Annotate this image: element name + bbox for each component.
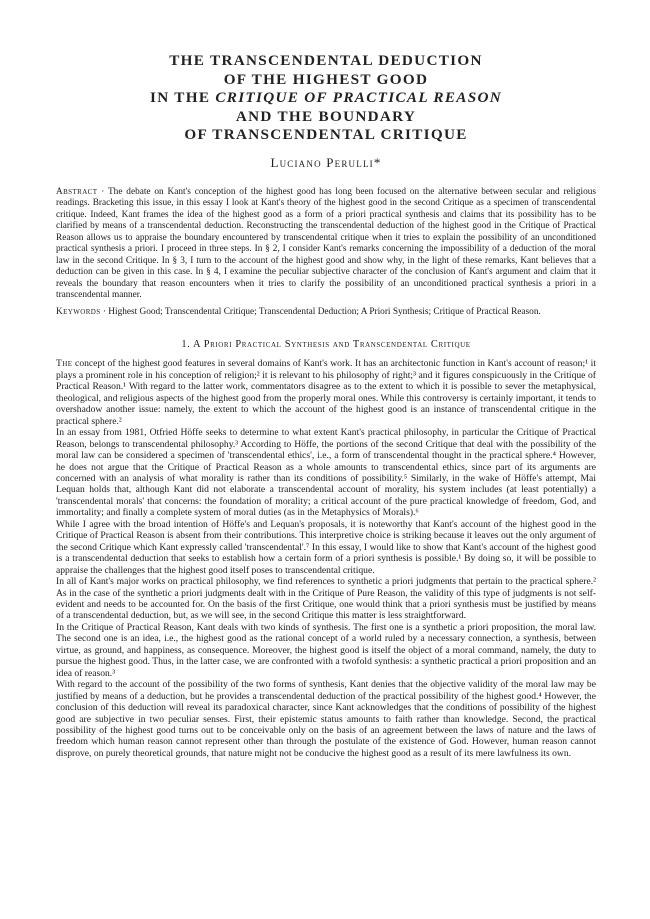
- body-paragraph-4: In all of Kant's major works on practical philosophy, we find references to synthetic a priori judgments that pertain to the practical sphere.² As in the case of the synthetic a priori judgments dealt with in the Critique of Pure Reason, the validity of this type of judgments is not self-evident and needs to be accounted for. On the basis of the first Critique, one would think that a priori synthesis must be justified by means of a transcendental deduction, but, as we will see, in the second Critique this matter is less straightforward.: [56, 576, 596, 622]
- abstract-text: · The debate on Kant's conception of the highest good has long been focused on the alternative between secular and religious readings. Bracketing this issue, in this essay I look at Kant's theory of the highest good in the second Critique as a specimen of transcendental critique. Indeed, Kant frames the idea of the highest good as a form of a priori practical synthesis and claims that its possibility has to be clarified by means of a transcendental deduction. Reconstructing the transcendental deduction of the highest good in the Critique of Practical Reason allows us to appraise the boundary encountered by transcendental critique when it tries to explain the possibility of an unconditioned practical synthesis a priori. I proceed in three steps. In § 2, I consider Kant's remarks concerning the impossibility of a deduction of the moral law in the second Critique. In § 3, I turn to the account of the highest good and show why, in the light of these remarks, Kant believes that a deduction can be given in this case. In § 4, I examine the peculiar subjective character of the conclusion of Kant's argument and claim that it reveals the boundary that reason encounters when it tries to clarify the possibility of an unconditioned practical synthesis a priori in a transcendental manner.: [56, 186, 596, 301]
- author-name: Luciano Perulli*: [270, 154, 382, 170]
- body-paragraph-6: With regard to the account of the possibility of the two forms of synthesis, Kant denies that the objective validity of the moral law may be justified by means of a deduction, but he provides a transcendental deduction of the practical possibility of the highest good.⁴ However, the conclusion of this deduction will reveal its paradoxical character, since Kant acknowledges that the conditions of possibility of the highest good are subjective in two peculiar senses. First, their epistemic status amounts to faith rather than knowledge. Second, the practical possibility of the highest good turns out to be conceivable only on the basis of an agreement between the laws of nature and the laws of freedom which human reason cannot represent other than through the postulate of the existence of God. However, human reason cannot disprove, on purely theoretical grounds, that nature might not be conducive the highest good as a result of its mere lawfulness its own.: [56, 679, 596, 759]
- title-line-3: [56, 89, 596, 108]
- title-line-2: OF THE HIGHEST GOOD: [223, 70, 429, 88]
- paragraph-1-lead: The: [56, 358, 73, 370]
- abstract-label: Abstract: [56, 186, 98, 197]
- title-line-4: AND THE BOUNDARY: [235, 107, 417, 125]
- journal-page: [56, 52, 596, 759]
- keywords: [56, 307, 596, 319]
- keywords-label: Keywords: [56, 306, 101, 317]
- title-line-5: OF TRANSCENDENTAL CRITIQUE: [184, 126, 468, 144]
- abstract: [56, 187, 596, 302]
- body-paragraph-5: In the Critique of Practical Reason, Kant deals with two kinds of synthesis. The first one is a synthetic a priori proposition, the moral law. The second one is an idea, i.e., the highest good as the rational concept of a world ruled by a necessary connection, a synthesis, between virtue, as ground, and happiness, as consequence. Moreover, the highest good is itself the object of a moral command, namely, the duty to pursue the highest good. Thus, in the latter case, we are confronted with a twofold synthesis: a synthetic practical a priori proposition and an idea of reason.³: [56, 621, 596, 679]
- body-paragraph-2: In an essay from 1981, Otfried Höffe seeks to determine to what extent Kant's practical philosophy, in particular the Critique of Practical Reason, belongs to transcendental philosophy.³ According to Höffe, the portions of the second Critique that deal with the possibility of the moral law can be considered a specimen of 'transcendental ethics', i.e., a form of transcendental thought in the practical sphere.⁴ However, he does not argue that the Critique of Practical Reason as a whole amounts to transcendental ethics, since part of its arguments are concerned with an analysis of what morality is rather than its conditions of possibility.⁵ Similarly, in the wake of Höffe's attempt, Mai Lequan holds that, although Kant did not elaborate a transcendental account of morality, his system includes (at least potentially) a 'transcendental morals' that concerns: the foundation of morality; a critical account of the pure practical knowledge of freedom, God, and immortality; and finally a complete system of moral duties (as in the Metaphysics of Morals).⁶: [56, 427, 596, 519]
- title-line-3-italic: CRITIQUE OF PRACTICAL REASON: [215, 89, 502, 107]
- article-title: [56, 52, 596, 145]
- body-paragraph-3: While I agree with the broad intention of Höffe's and Lequan's proposals, it is noteworthy that Kant's account of the highest good in the Critique of Practical Reason is absent from their contributions. This interpretive choice is striking because it leaves out the only argument of the second Critique which Kant expressly called 'transcendental'.⁷ In this essay, I would like to show that Kant's account of the highest good is a transcendental deduction that seeks to establish how a certain form of a priori synthesis is possible.¹ By doing so, it will be possible to appraise the challenges that the highest good itself poses to transcendental critique.: [56, 518, 596, 576]
- paragraph-1-text: concept of the highest good features in several domains of Kant's work. It has an architectonic function in Kant's account of reason;¹ it plays a prominent role in his conception of religion;² it is relevant to his philosophy of right;³ and it figures conspicuously in the Critique of Practical Reason.¹ With regard to the latter work, commentators disagree as to the extent to which it is possible to sever the metaphysical, theological, and religious aspects of the highest good from the properly moral ones. While this controversy is certainly important, it tends to overshadow another issue: namely, the extent to which the account of the highest good is an instance of transcendental critique in the practical sphere.²: [56, 358, 596, 427]
- section-heading: 1. A Priori Practical Synthesis and Transcendental Critique: [181, 339, 471, 351]
- body-paragraph-1: [56, 358, 596, 427]
- title-line-1: THE TRANSCENDENTAL DEDUCTION: [169, 52, 483, 69]
- title-line-3-prefix: IN THE: [149, 89, 216, 107]
- keywords-text: · Highest Good; Transcendental Critique; Transcendental Deduction; A Priori Synthesis; Critique of Practical Reason.: [100, 306, 541, 317]
